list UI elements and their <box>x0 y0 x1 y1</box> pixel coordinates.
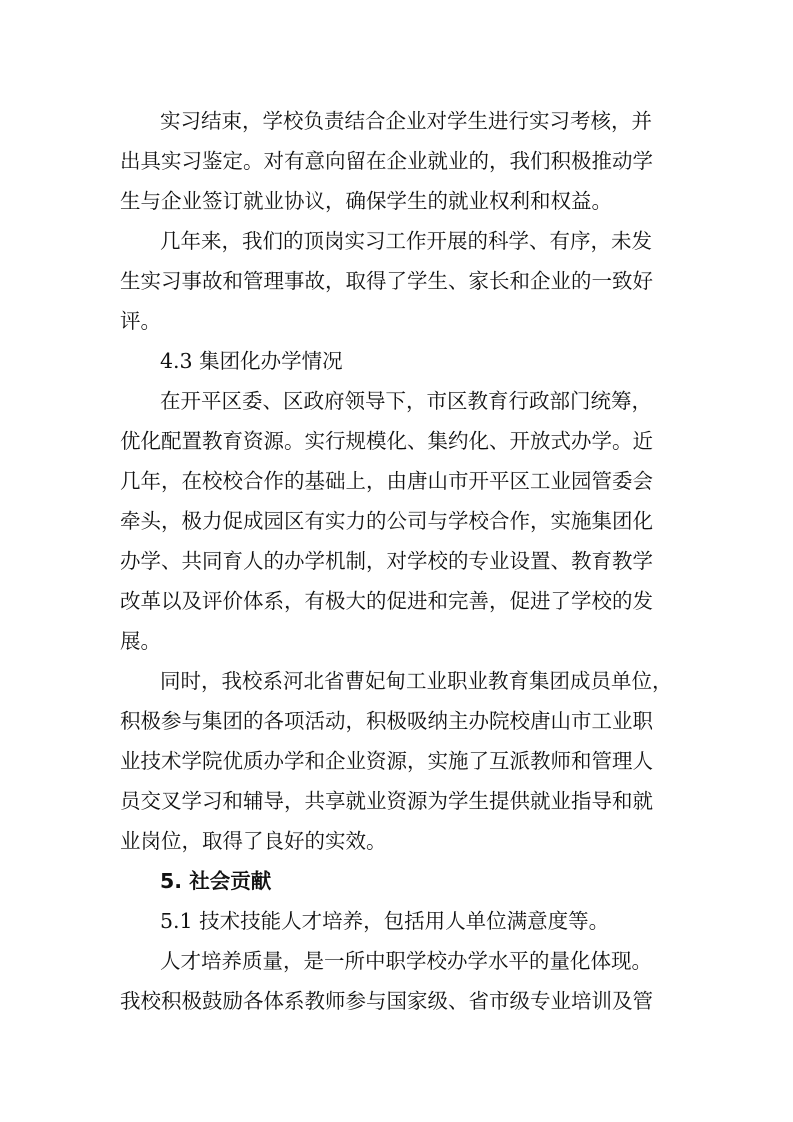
text-line: 改革以及评价体系，有极大的促进和完善，促进了学校的发 <box>120 589 653 613</box>
text-line: 业技术学院优质办学和企业资源，实施了互派教师和管理人 <box>120 749 653 773</box>
section-heading: 4.3 集团化办学情况 <box>160 349 343 373</box>
text-line: 出具实习鉴定。对有意向留在企业就业的，我们积极推动学 <box>120 149 653 173</box>
text-line: 实习结束，学校负责结合企业对学生进行实习考核，并 <box>160 109 652 133</box>
text-line: 办学、共同育人的办学机制，对学校的专业设置、教育教学 <box>120 549 653 573</box>
text-line: 员交叉学习和辅导，共享就业资源为学生提供就业指导和就 <box>120 789 653 813</box>
text-line: 几年，在校校合作的基础上，由唐山市开平区工业园管委会 <box>120 469 653 493</box>
text-line: 优化配置教育资源。实行规模化、集约化、开放式办学。近 <box>120 429 653 453</box>
text-line: 人才培养质量，是一所中职学校办学水平的量化体现。 <box>160 949 652 973</box>
text-line: 评。 <box>120 309 161 333</box>
text-line: 我校积极鼓励各体系教师参与国家级、省市级专业培训及管 <box>120 989 653 1013</box>
text-line: 牵头，极力促成园区有实力的公司与学校合作，实施集团化 <box>120 509 653 533</box>
section-heading: 5.1 技术技能人才培养，包括用人单位满意度等。 <box>160 909 610 933</box>
text-line: 展。 <box>120 629 161 653</box>
text-line: 积极参与集团的各项活动，积极吸纳主办院校唐山市工业职 <box>120 709 653 733</box>
text-line: 几年来，我们的顶岗实习工作开展的科学、有序，未发 <box>160 229 652 253</box>
text-line: 生与企业签订就业协议，确保学生的就业权利和权益。 <box>120 189 612 213</box>
text-line: 业岗位，取得了良好的实效。 <box>120 829 387 853</box>
text-line: 在开平区委、区政府领导下，市区教育行政部门统筹， <box>160 389 652 413</box>
text-line: 同时，我校系河北省曹妃甸工业职业教育集团成员单位， <box>160 669 673 693</box>
text-line: 生实习事故和管理事故，取得了学生、家长和企业的一致好 <box>120 269 653 293</box>
section-heading: 5. 社会贡献 <box>160 869 272 893</box>
